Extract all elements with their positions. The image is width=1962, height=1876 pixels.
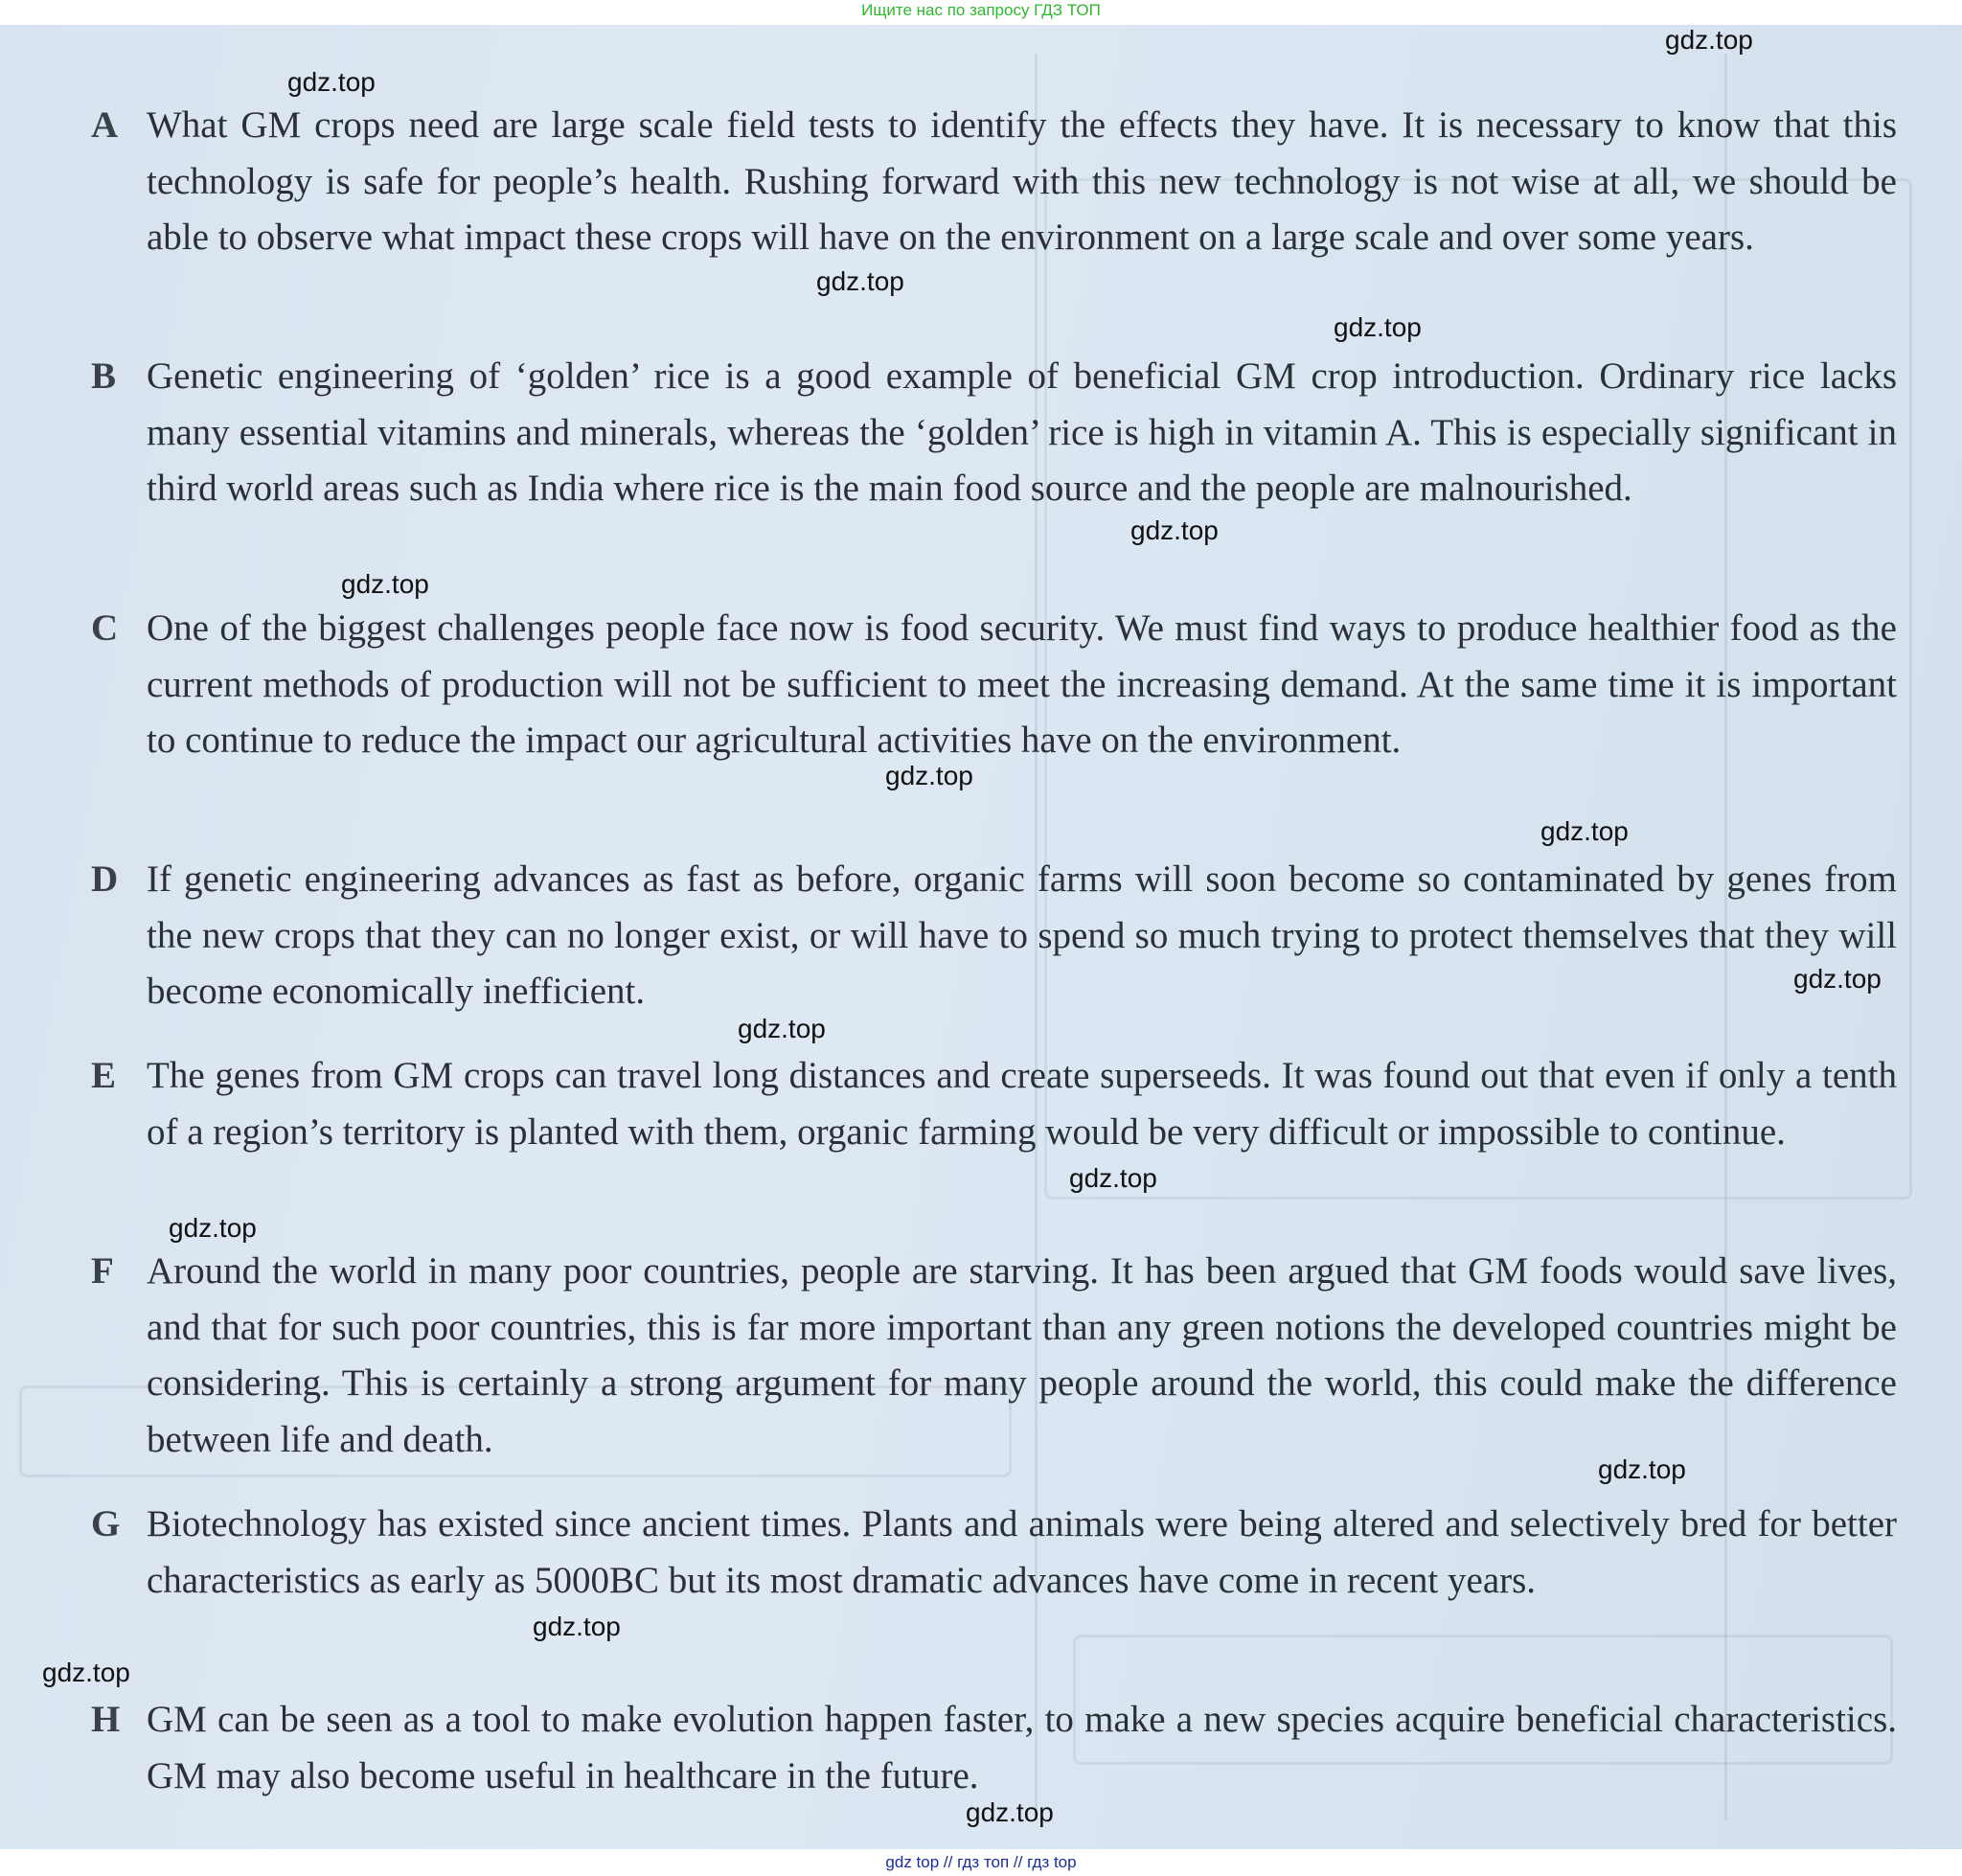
paragraph-letter: C	[91, 607, 119, 649]
paragraph-text: GM can be seen as a tool to make evolution happen faster, to make a new species acquire beneficial characteristics. GM may also become useful in healthcare in the future.	[147, 1699, 1897, 1796]
paragraph-text: One of the biggest challenges people face now is food security. We must find ways to produce healthier food as the current methods of production will not be sufficient to meet the increasing demand. At the same time it is important to continue to reduce the impact our agricultural activities have on the environment.	[147, 607, 1897, 761]
paragraph-a	[91, 98, 1897, 266]
paragraph-letter: D	[91, 858, 119, 900]
watermark: gdz.top	[341, 569, 429, 599]
paragraph-f	[91, 1244, 1897, 1468]
paragraph-c	[91, 601, 1897, 769]
paragraph-g	[91, 1497, 1897, 1609]
watermark: gdz.top	[1540, 816, 1629, 846]
paragraph-text: The genes from GM crops can travel long distances and create superseeds. It was found out that even if only a tenth of a region’s territory is planted with them, organic farming would be very difficult or impossible to continue.	[147, 1055, 1897, 1153]
watermark: gdz.top	[738, 1014, 826, 1043]
watermark: gdz.top	[287, 67, 376, 97]
watermark: gdz.top	[1334, 312, 1422, 342]
paragraph-letter: G	[91, 1503, 121, 1544]
watermark: gdz.top	[1069, 1163, 1157, 1193]
paragraph-letter: H	[91, 1699, 121, 1740]
watermark: gdz.top	[885, 761, 973, 790]
watermark: gdz.top	[1130, 515, 1219, 545]
watermark: gdz.top	[966, 1797, 1054, 1827]
watermark: gdz.top	[169, 1213, 257, 1243]
paragraph-b	[91, 349, 1897, 517]
paragraph-d	[91, 852, 1897, 1020]
watermark: gdz.top	[42, 1658, 130, 1687]
paragraph-text: If genetic engineering advances as fast as before, organic farms will soon become so contaminated by genes from the new crops that they can no longer exist, or will have to spend so much trying to protect themselves that they will become economically inefficient.	[147, 858, 1897, 1012]
bottom-footer[interactable]: gdz top // гдз топ // гдз top	[0, 1849, 1962, 1876]
paragraph-text: Around the world in many poor countries, people are starving. It has been argued that GM foods would save lives, and that for such poor countries, this is far more important than any green notions the developed countries might be considering. This is certainly a strong argument for many people around the world, this could make the difference between life and death.	[147, 1250, 1897, 1460]
paragraph-letter: B	[91, 355, 117, 397]
watermark: gdz.top	[533, 1612, 621, 1641]
watermark: gdz.top	[1598, 1454, 1686, 1484]
watermark: gdz.top	[1665, 25, 1753, 55]
watermark: gdz.top	[1793, 964, 1882, 994]
top-banner[interactable]: Ищите нас по запросу ГДЗ ТОП	[0, 0, 1962, 23]
paragraph-e	[91, 1048, 1897, 1160]
paragraph-text: Biotechnology has existed since ancient times. Plants and animals were being altered and selectively bred for better characteristics as early as 5000BC but its most dramatic advances have come in recent years.	[147, 1503, 1897, 1601]
paragraph-letter: E	[91, 1055, 117, 1096]
paragraph-letter: A	[91, 104, 119, 146]
watermark: gdz.top	[816, 266, 904, 296]
paragraph-text: What GM crops need are large scale field tests to identify the effects they have. It is necessary to know that this technology is safe for people’s health. Rushing forward with this new technology is not wise at all, we should be able to observe what impact these crops will have on the environment on a large scale and over some years.	[147, 104, 1897, 258]
paragraph-letter: F	[91, 1250, 114, 1292]
paragraph-text: Genetic engineering of ‘golden’ rice is a good example of beneficial GM crop introduction. Ordinary rice lacks many essential vitamins and minerals, whereas the ‘golden’ rice is high in vitamin A. This is especially significant in third world areas such as India where rice is the main food source and the people are malnourished.	[147, 355, 1897, 509]
paragraph-h	[91, 1692, 1897, 1804]
